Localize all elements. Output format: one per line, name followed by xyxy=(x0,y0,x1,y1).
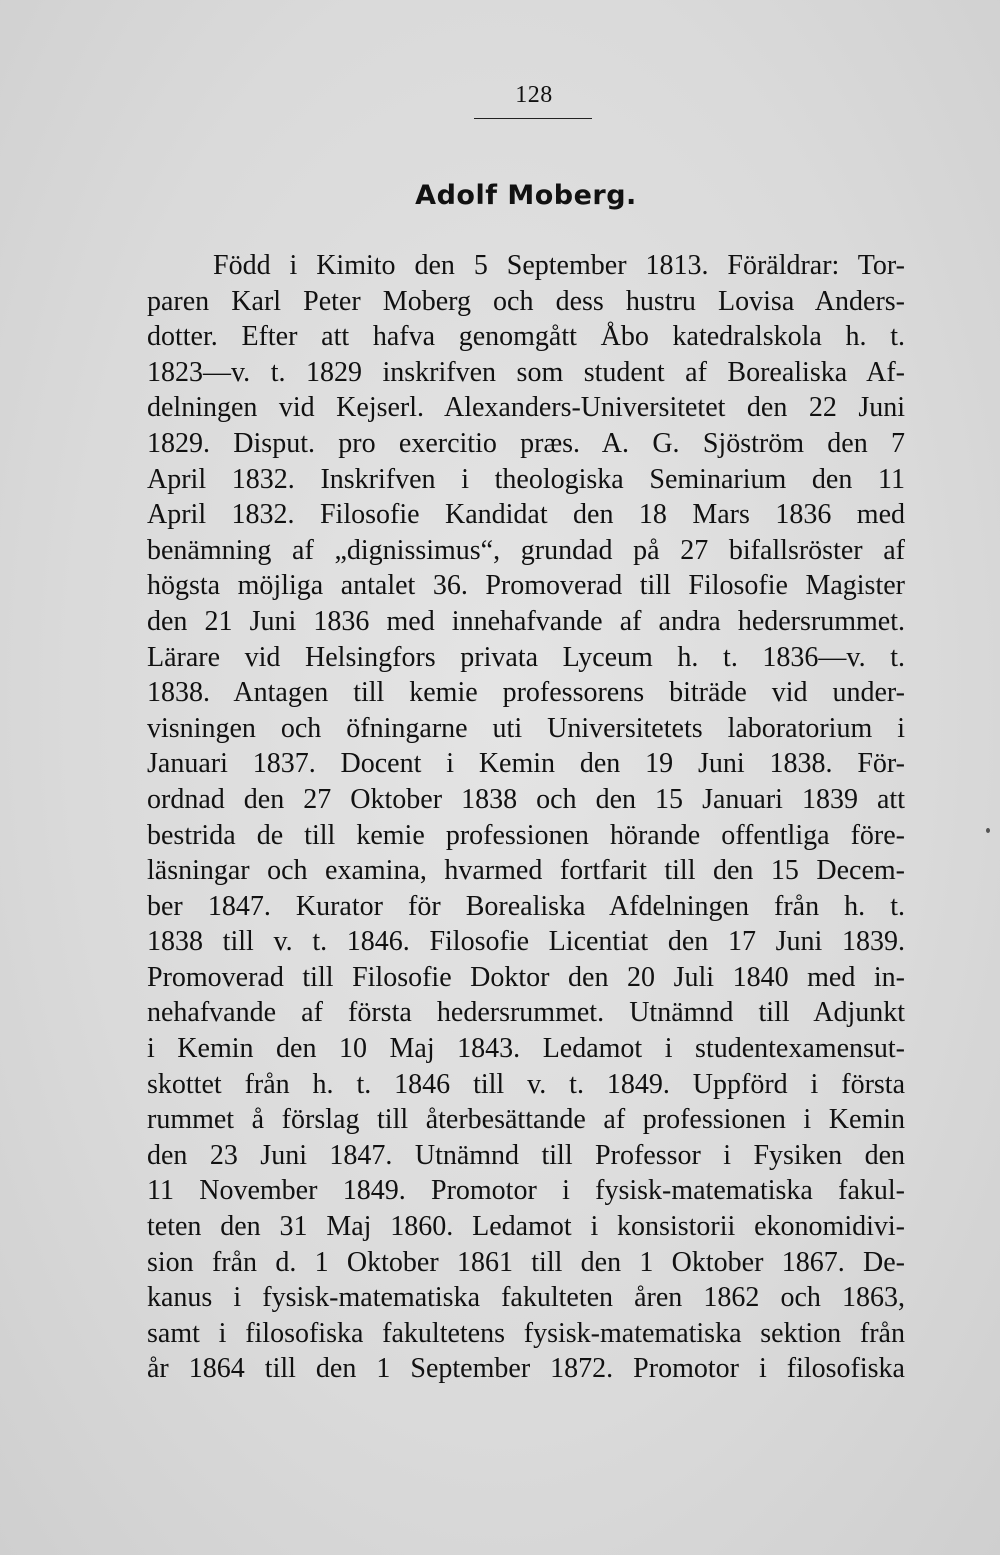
biography-title: Adolf Moberg. xyxy=(415,180,637,211)
body-line: samt i filosofiska fakultetens fysisk-matematiska sektion från xyxy=(147,1317,905,1349)
body-line: den 21 Juni 1836 med innehafvande af andra hedersrummet. xyxy=(147,605,905,637)
body-line: April 1832. Filosofie Kandidat den 18 Mars 1836 med xyxy=(147,499,905,531)
body-line: bestrida de till kemie professionen hörande offentliga före- xyxy=(147,819,905,851)
paper-speck xyxy=(986,828,990,833)
body-line: år 1864 till den 1 September 1872. Promotor i filosofiska xyxy=(147,1353,905,1385)
body-line: ber 1847. Kurator för Borealiska Afdelningen från h. t. xyxy=(147,890,905,922)
body-line: 1838 till v. t. 1846. Filosofie Licentiat den 17 Juni 1839. xyxy=(147,926,905,958)
body-line: Lärare vid Helsingfors privata Lyceum h. t. 1836—v. t. xyxy=(147,641,905,673)
body-line: läsningar och examina, hvarmed fortfarit till den 15 Decem- xyxy=(147,855,905,887)
body-line: Promoverad till Filosofie Doktor den 20 Juli 1840 med in- xyxy=(147,961,905,993)
body-line: ordnad den 27 Oktober 1838 och den 15 Januari 1839 att xyxy=(147,783,905,815)
body-line: delningen vid Kejserl. Alexanders-Universitetet den 22 Juni xyxy=(147,392,905,424)
body-line: paren Karl Peter Moberg och dess hustru Lovisa Anders- xyxy=(147,285,905,317)
body-line: 1823—v. t. 1829 inskrifven som student af Borealiska Af- xyxy=(147,356,905,388)
body-line: dotter. Efter att hafva genomgått Åbo katedralskola h. t. xyxy=(147,321,905,353)
body-line: benämning af „dignissimus“, grundad på 27 bifallsröster af xyxy=(147,534,905,566)
page-number: 128 xyxy=(515,82,553,108)
body-line: 1838. Antagen till kemie professorens biträde vid under- xyxy=(147,677,905,709)
body-line: kanus i fysisk-matematiska fakulteten åren 1862 och 1863, xyxy=(147,1282,905,1314)
body-line: högsta möjliga antalet 36. Promoverad till Filosofie Magister xyxy=(147,570,905,602)
body-line: den 23 Juni 1847. Utnämnd till Professor i Fysiken den xyxy=(147,1139,905,1171)
body-line: 1829. Disput. pro exercitio præs. A. G. Sjöström den 7 xyxy=(147,427,905,459)
body-line: Född i Kimito den 5 September 1813. Föräldrar: Tor- xyxy=(213,250,905,281)
body-line: i Kemin den 10 Maj 1843. Ledamot i studentexamensut- xyxy=(147,1033,905,1065)
page-number-rule xyxy=(474,118,592,119)
body-line: rummet å förslag till återbesättande af professionen i Kemin xyxy=(147,1104,905,1136)
body-line: sion från d. 1 Oktober 1861 till den 1 Oktober 1867. De- xyxy=(147,1246,905,1278)
body-line: Januari 1837. Docent i Kemin den 19 Juni 1838. För- xyxy=(147,748,905,780)
body-line: visningen och öfningarne uti Universitetets laboratorium i xyxy=(147,712,905,744)
body-line: nehafvande af första hedersrummet. Utnämnd till Adjunkt xyxy=(147,997,905,1029)
body-line: teten den 31 Maj 1860. Ledamot i konsistorii ekonomidivi- xyxy=(147,1211,905,1243)
biography-body xyxy=(147,248,905,1387)
body-line: 11 November 1849. Promotor i fysisk-matematiska fakul- xyxy=(147,1175,905,1207)
body-line: skottet från h. t. 1846 till v. t. 1849. Uppförd i första xyxy=(147,1068,905,1100)
body-line: April 1832. Inskrifven i theologiska Seminarium den 11 xyxy=(147,463,905,495)
